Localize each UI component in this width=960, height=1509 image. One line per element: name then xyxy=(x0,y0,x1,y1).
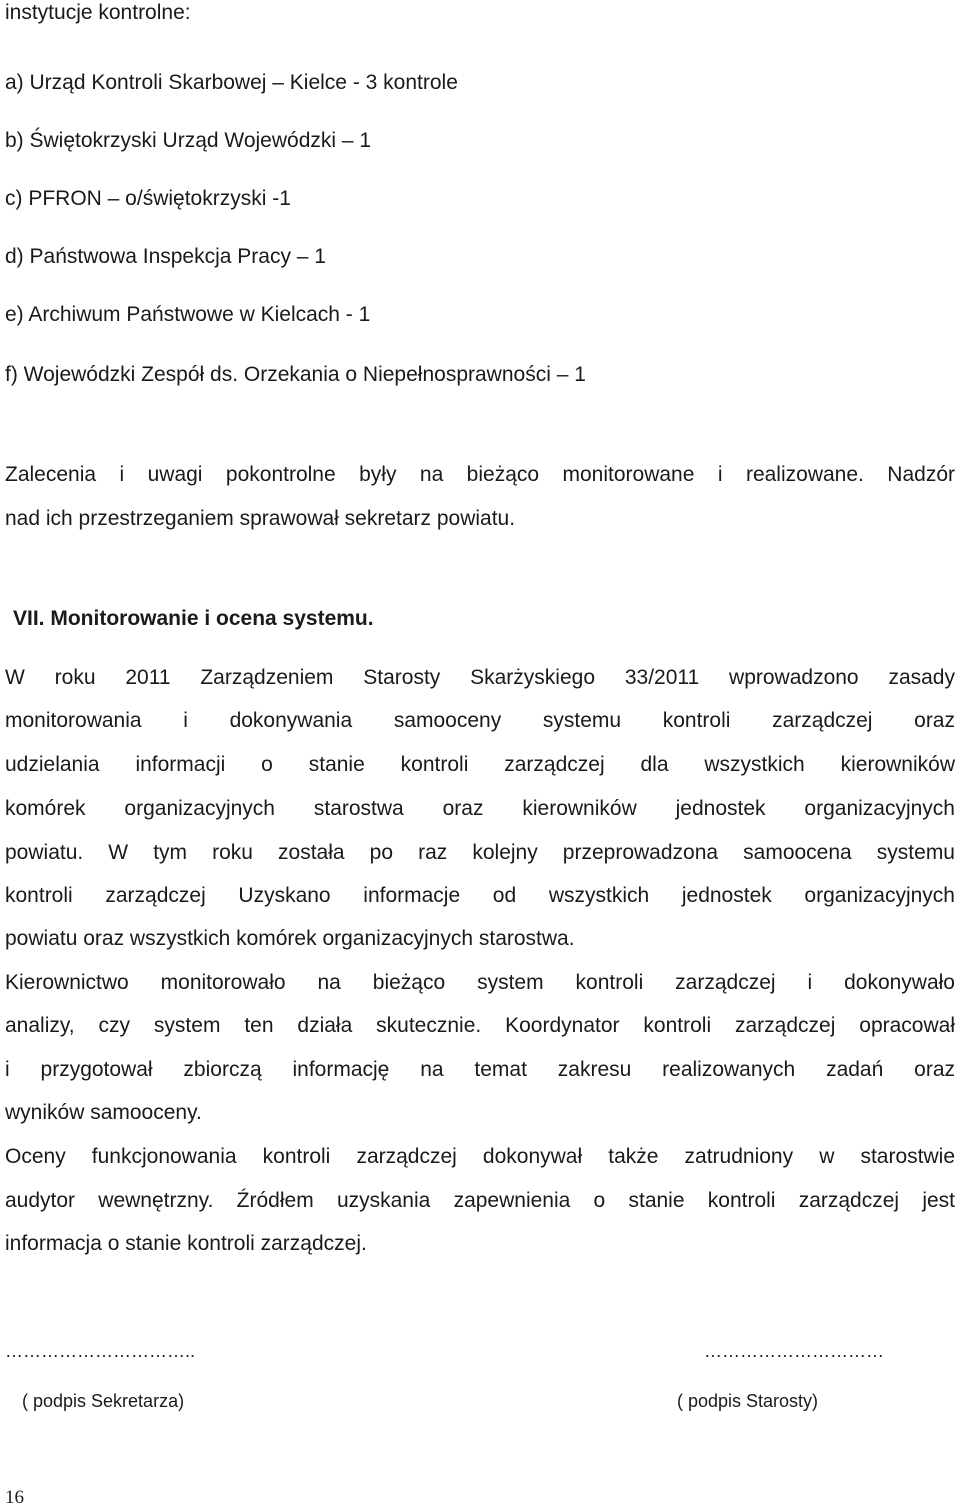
paragraph-2-line-2: analizy, czy system ten działa skutecznie. Koordynator kontroli zarządczej opracował xyxy=(5,1014,955,1037)
page-number: 16 xyxy=(5,1487,24,1508)
paragraph-1-line-7: powiatu oraz wszystkich komórek organizacyjnych starostwa. xyxy=(5,927,575,950)
recommendations-line-2: nad ich przestrzeganiem sprawował sekretarz powiatu. xyxy=(5,507,516,530)
paragraph-3-line-1: Oceny funkcjonowania kontroli zarządczej dokonywał także zatrudniony w starostwie xyxy=(5,1145,955,1168)
list-item-d: d) Państwowa Inspekcja Pracy – 1 xyxy=(5,245,326,268)
list-item-b: b) Świętokrzyski Urząd Wojewódzki – 1 xyxy=(5,129,372,152)
paragraph-1-line-5: powiatu. W tym roku została po raz kolejny przeprowadzona samoocena systemu xyxy=(5,841,955,864)
paragraph-3-line-2: audytor wewnętrzny. Źródłem uzyskania zapewnienia o stanie kontroli zarządczej jest xyxy=(5,1189,955,1212)
paragraph-1-line-6: kontroli zarządczej Uzyskano informacje od wszystkich jednostek organizacyjnych xyxy=(5,884,955,907)
paragraph-2-line-3: i przygotował zbiorczą informację na temat zakresu realizowanych zadań oraz xyxy=(5,1058,955,1081)
list-item-f: f) Wojewódzki Zespół ds. Orzekania o Niepełnosprawności – 1 xyxy=(5,363,586,386)
list-item-c: c) PFRON – o/świętokrzyski -1 xyxy=(5,187,291,210)
recommendations-line-1: Zalecenia i uwagi pokontrolne były na bieżąco monitorowane i realizowane. Nadzór xyxy=(5,463,955,486)
paragraph-1-line-1: W roku 2011 Zarządzeniem Starosty Skarżyskiego 33/2011 wprowadzono zasady xyxy=(5,666,955,689)
paragraph-1-line-4: komórek organizacyjnych starostwa oraz kierowników jednostek organizacyjnych xyxy=(5,797,955,820)
intro-line: instytucje kontrolne: xyxy=(5,1,191,24)
list-item-a: a) Urząd Kontroli Skarbowej – Kielce - 3 kontrole xyxy=(5,71,458,94)
section-heading: VII. Monitorowanie i ocena systemu. xyxy=(13,607,374,630)
paragraph-2-line-4: wyników samooceny. xyxy=(5,1101,202,1124)
paragraph-3-line-3: informacja o stanie kontroli zarządczej. xyxy=(5,1232,367,1255)
paragraph-1-line-2: monitorowania i dokonywania samooceny systemu kontroli zarządczej oraz xyxy=(5,709,955,732)
starost-signature-line: ………………………… xyxy=(704,1341,884,1361)
secretary-signature-line: ………………………….. xyxy=(5,1341,196,1361)
paragraph-2-line-1: Kierownictwo monitorowało na bieżąco system kontroli zarządczej i dokonywało xyxy=(5,971,955,994)
starost-signature-label: ( podpis Starosty) xyxy=(677,1391,819,1411)
paragraph-1-line-3: udzielania informacji o stanie kontroli zarządczej dla wszystkich kierowników xyxy=(5,753,955,776)
list-item-e: e) Archiwum Państwowe w Kielcach - 1 xyxy=(5,303,371,326)
secretary-signature-label: ( podpis Sekretarza) xyxy=(22,1391,185,1411)
